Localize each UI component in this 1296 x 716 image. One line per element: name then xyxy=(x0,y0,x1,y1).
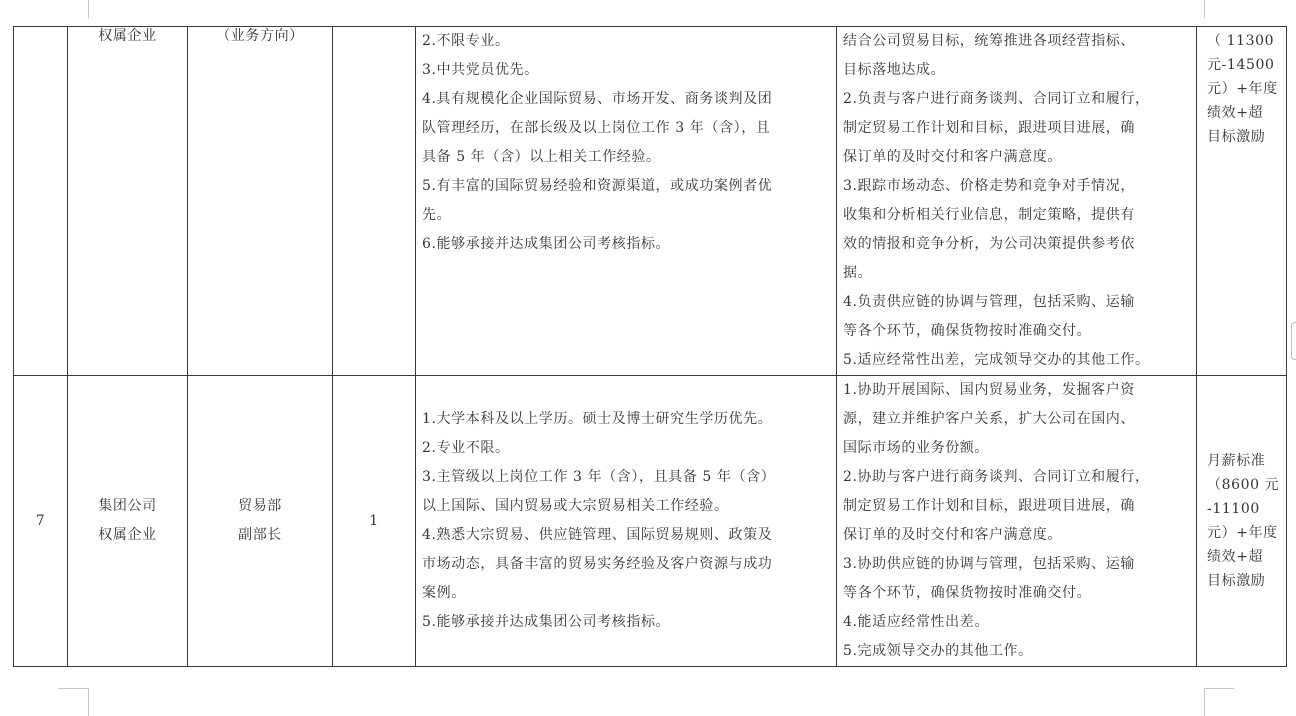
pay-cell xyxy=(1197,376,1287,667)
row-number: 7 xyxy=(35,512,46,529)
requirement-line: 队管理经历，在部长级及以上岗位工作 3 年（含），且 xyxy=(422,120,771,136)
requirement-line: 3.中共党员优先。 xyxy=(422,62,539,78)
duty-line: 源，建立并维护客户关系，扩大公司在国内、 xyxy=(843,411,1135,427)
duty-line: 目标落地达成。 xyxy=(843,62,946,78)
table-row xyxy=(14,27,1287,376)
duty-line: 2.负责与客户进行商务谈判、合同订立和履行， xyxy=(843,91,1150,107)
row-number-cell xyxy=(14,376,68,667)
pay-line: 目标激励 xyxy=(1207,129,1266,145)
requirement-line: 6.能够承接并达成集团公司考核指标。 xyxy=(422,236,671,252)
duty-line: 据。 xyxy=(843,265,873,281)
pay-line: （8600 元 xyxy=(1207,477,1280,493)
unit-text: 权属企业 xyxy=(98,28,157,44)
requirement-line: 以上国际、国内贸易或大宗贸易相关工作经验。 xyxy=(422,498,729,514)
pay-line: -11100 xyxy=(1207,501,1260,517)
requirement-line: 5.有丰富的国际贸易经验和资源渠道，或成功案例者优 xyxy=(422,178,773,194)
pay-line: 月薪标准 xyxy=(1207,453,1266,469)
pay-line: 元）+年度 xyxy=(1207,81,1278,97)
count-text: 1 xyxy=(369,512,379,529)
duty-line: 制定贸易工作计划和目标，跟进项目进展，确 xyxy=(843,498,1135,514)
pay-line: 元-14500 xyxy=(1207,57,1275,73)
duty-line: 国际市场的业务份额。 xyxy=(843,440,989,456)
crop-mark-bottom-left-h xyxy=(58,688,88,689)
row-number-cell xyxy=(14,27,68,376)
position-cell xyxy=(188,376,333,667)
requirement-line: 案例。 xyxy=(422,585,466,601)
requirement-line: 市场动态，具备丰富的贸易实务经验及客户资源与成功 xyxy=(422,556,773,572)
duty-line: 收集和分析相关行业信息，制定策略，提供有 xyxy=(843,207,1135,223)
requirement-line: 2.不限专业。 xyxy=(422,33,510,49)
duty-line: 制定贸易工作计划和目标，跟进项目进展，确 xyxy=(843,120,1135,136)
requirement-line: 2.专业不限。 xyxy=(422,440,510,456)
position-text: （业务方向） xyxy=(216,28,304,44)
duties-cell xyxy=(837,376,1197,667)
count-cell xyxy=(333,27,416,376)
requirements-cell xyxy=(416,376,837,667)
requirement-line: 3.主管级以上岗位工作 3 年（含），且具备 5 年（含） xyxy=(422,469,776,485)
duty-line: 等各个环节，确保货物按时准确交付。 xyxy=(843,323,1092,339)
pay-line: （ 11300 xyxy=(1207,33,1275,49)
requirement-line: 5.能够承接并达成集团公司考核指标。 xyxy=(422,614,671,630)
duty-line: 结合公司贸易目标，统筹推进各项经营指标、 xyxy=(843,33,1135,49)
requirement-line: 1.大学本科及以上学历。硕士及博士研究生学历优先。 xyxy=(422,411,773,427)
pay-line: 目标激励 xyxy=(1207,573,1266,589)
pay-line: 绩效+超 xyxy=(1207,549,1264,565)
requirement-line: 4.具有规模化企业国际贸易、市场开发、商务谈判及团 xyxy=(422,91,773,107)
count-cell xyxy=(333,376,416,667)
duties-cell xyxy=(837,27,1197,376)
table-row xyxy=(14,376,1287,667)
position-line: 贸易部 xyxy=(238,498,282,514)
crop-mark-bottom-left-v xyxy=(88,688,89,716)
duty-line: 保订单的及时交付和客户满意度。 xyxy=(843,149,1062,165)
duty-line: 2.协助与客户进行商务谈判、合同订立和履行， xyxy=(843,469,1150,485)
unit-line: 集团公司 xyxy=(98,498,157,514)
duty-line: 效的情报和竞争分析，为公司决策提供参考依 xyxy=(843,236,1135,252)
requirement-line: 具备 5 年（含）以上相关工作经验。 xyxy=(422,149,661,165)
requirement-line: 4.熟悉大宗贸易、供应链管理、国际贸易规则、政策及 xyxy=(422,527,773,543)
position-line: 副部长 xyxy=(238,527,282,543)
pay-cell xyxy=(1197,27,1287,376)
requirement-line: 先。 xyxy=(422,207,452,223)
unit-line: 权属企业 xyxy=(98,527,157,543)
duty-line: 1.协助开展国际、国内贸易业务，发掘客户资 xyxy=(843,382,1135,398)
unit-cell xyxy=(68,376,188,667)
duty-line: 3.协助供应链的协调与管理，包括采购、运输 xyxy=(843,556,1135,572)
position-cell xyxy=(188,27,333,376)
unit-cell xyxy=(68,27,188,376)
duty-line: 5.完成领导交办的其他工作。 xyxy=(843,643,1033,659)
crop-mark-bottom-right-v xyxy=(1204,688,1205,716)
duty-line: 保订单的及时交付和客户满意度。 xyxy=(843,527,1062,543)
crop-mark-top-right xyxy=(1204,0,1205,18)
duty-line: 3.跟踪市场动态、价格走势和竞争对手情况， xyxy=(843,178,1135,194)
requirements-cell xyxy=(416,27,837,376)
job-table xyxy=(13,26,1287,667)
duty-line: 等各个环节，确保货物按时准确交付。 xyxy=(843,585,1092,601)
duty-line: 4.能适应经常性出差。 xyxy=(843,614,989,630)
duty-line: 4.负责供应链的协调与管理，包括采购、运输 xyxy=(843,294,1135,310)
pay-line: 绩效+超 xyxy=(1207,105,1264,121)
side-scroll-tab[interactable] xyxy=(1291,322,1296,360)
pay-line: 元）+年度 xyxy=(1207,525,1278,541)
crop-mark-top-left xyxy=(88,0,89,18)
duty-line: 5.适应经常性出差，完成领导交办的其他工作。 xyxy=(843,352,1150,368)
crop-mark-bottom-right-h xyxy=(1204,688,1234,689)
